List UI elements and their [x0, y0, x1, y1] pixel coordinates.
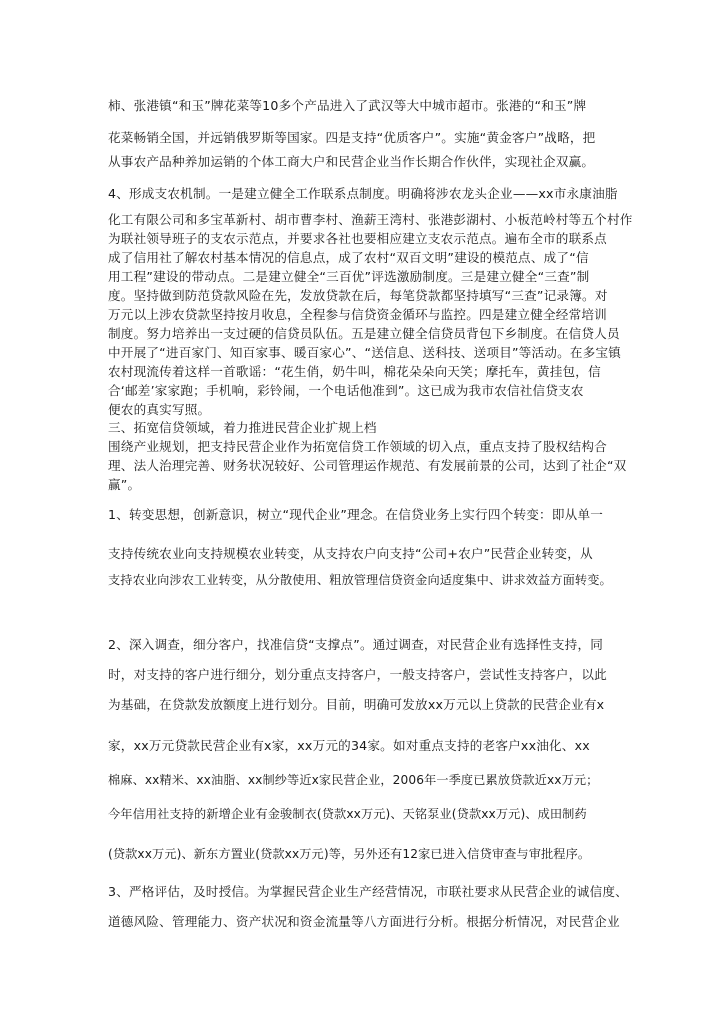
- text-line: 今年信用社支持的新增企业有金骏制衣(贷款xx万元)、天铭泵业(贷款xx万元)、成田制药: [108, 807, 587, 821]
- text-line: 支持传统农业向支持规模农业转变，从支持农户向支持“公司+农户”民营企业转变，从: [108, 546, 593, 561]
- text-line: 制度。努力培养出一支过硬的信贷员队伍。五是建立健全信贷员背包下乡制度。在信贷人员: [108, 326, 620, 341]
- text-line: 从事农产品种养加运销的个体工商大户和民营企业当作长期合作伙伴，实现社企双赢。: [108, 154, 595, 169]
- text-line: 万元以上涉农贷款坚持按月收息，全程参与信贷资金循环与监控。四是建立健全经常培训: [108, 307, 607, 322]
- text-line: 支持农业向涉农工业转变，从分散使用、粗放管理信贷资金向适度集中、讲求效益方面转变。: [108, 573, 612, 587]
- text-line: 4、形成支农机制。一是建立健全工作联系点制度。明确将涉农龙头企业——xx市永康油脂: [108, 186, 618, 201]
- text-line: 时，对支持的客户进行细分，划分重点支持客户，一般支持客户，尝试性支持客户，以此: [108, 667, 607, 682]
- text-line: (贷款xx万元)、新东方置业(贷款xx万元)等，另外还有12家已进入信贷审查与审批程序。: [108, 847, 591, 861]
- text-line: 道德风险、管理能力、资产状况和资金流量等八方面进行分析。根据分析情况，对民营企业: [108, 914, 620, 929]
- text-line: 合‘邮差’家家跑；手机响，彩铃闹，一个电话他准到”。这已成为我市农信社信贷支农: [108, 383, 584, 398]
- text-line: 赢”。: [108, 477, 141, 492]
- text-line: 中开展了“进百家门、知百家事、暖百家心”、“送信息、送科技、送项目”等活动。在多宝镇: [108, 345, 622, 360]
- text-line: 成了信用社了解农村基本情况的信息点，成了农村“双百文明”建设的模范点、成了“信: [108, 250, 589, 265]
- text-line: 柿、张港镇“和玉”牌花菜等10多个产品进入了武汉等大中城市超市。张港的“和玉”牌: [108, 98, 587, 113]
- text-line: 1、转变思想，创新意识，树立“现代企业”理念。在信贷业务上实行四个转变：即从单一: [108, 507, 604, 522]
- text-line: 用工程”建设的带动点。二是建立健全“三百优”评选激励制度。三是建立健全“三查”制: [108, 269, 590, 284]
- text-line: 化工有限公司和多宝革新村、胡市曹李村、渔薪王湾村、张港彭湖村、小板范岭村等五个村作: [108, 212, 633, 227]
- text-line: 围绕产业规划，把支持民营企业作为拓宽信贷工作领域的切入点，重点支持了股权结构合: [108, 439, 607, 454]
- text-line: 为基础，在贷款发放额度上进行划分。目前，明确可发放xx万元以上贷款的民营企业有x: [108, 697, 605, 712]
- text-line: 棉麻、xx精米、xx油脂、xx制纱等近x家民营企业，2006年一季度已累放贷款近xx万元；: [108, 773, 599, 787]
- text-line: 3、严格评估，及时授信。为掌握民营企业生产经营情况，市联社要求从民营企业的诚信度、: [108, 884, 628, 899]
- text-line: 2、深入调查，细分客户，找准信贷“支撑点”。通过调查，对民营企业有选择性支持，同: [108, 637, 604, 652]
- text-line: 花菜畅销全国，并远销俄罗斯等国家。四是支持“优质客户”。实施“黄金客户”战略，把: [108, 130, 596, 145]
- text-line: 理、法人治理完善、财务状况较好、公司管理运作规范、有发展前景的公司，达到了社企“双: [108, 458, 627, 473]
- text-line: 农村现流传着这样一首歌谣：“花生俏，奶牛叫，棉花朵朵向天笑；摩托车，黄挂包，信: [108, 364, 601, 379]
- text-line: 便农的真实写照。: [108, 402, 211, 417]
- text-line: 为联社领导班子的支农示范点，并要求各社也要相应建立支农示范点。遍布全市的联系点: [108, 231, 607, 246]
- text-line: 度。坚持做到防范贷款风险在先，发放贷款在后，每笔贷款都坚持填写“三查”记录簿。对: [108, 288, 608, 303]
- section-heading: 三、拓宽信贷领域，着力推进民营企业扩规上档: [108, 420, 377, 435]
- text-line: 家，xx万元贷款民营企业有x家，xx万元的34家。如对重点支持的老客户xx油化、xx: [108, 738, 590, 753]
